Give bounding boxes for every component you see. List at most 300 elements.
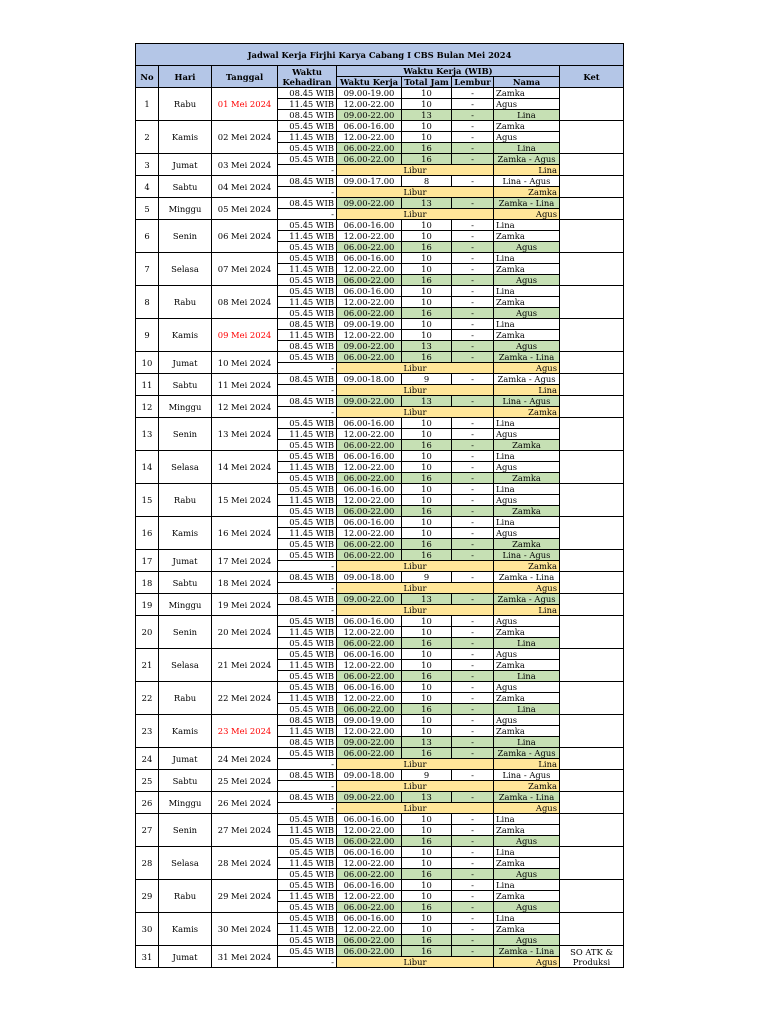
cell-waktu-kerja: 12.00-22.00 — [337, 660, 402, 671]
table-row — [136, 649, 624, 660]
table-row — [136, 121, 624, 132]
header-nama: Nama — [494, 77, 560, 88]
cell-nama: Lina — [494, 517, 560, 528]
cell-nama: Zamka — [494, 660, 560, 671]
cell-nama: Zamka — [494, 121, 560, 132]
table-row — [136, 594, 624, 605]
cell-waktu-kerja: 09.00-22.00 — [337, 110, 402, 121]
cell-nama: Zamka — [494, 440, 560, 451]
cell-nama: Zamka — [494, 781, 560, 792]
cell-total-jam: 10 — [402, 847, 452, 858]
cell-waktu-kerja: 09.00-22.00 — [337, 737, 402, 748]
cell-lembur: - — [452, 176, 494, 187]
cell-nama: Lina - Agus — [494, 770, 560, 781]
cell-nama: Lina — [494, 605, 560, 616]
cell-hari: Sabtu — [159, 572, 212, 594]
cell-ket — [560, 154, 624, 176]
cell-tanggal: 26 Mei 2024 — [212, 792, 278, 814]
cell-total-jam: 10 — [402, 858, 452, 869]
cell-no: 12 — [136, 396, 159, 418]
cell-nama: Zamka — [494, 187, 560, 198]
cell-waktu-kerja: 06.00-22.00 — [337, 143, 402, 154]
cell-lembur: - — [452, 924, 494, 935]
cell-waktu-kerja: 12.00-22.00 — [337, 495, 402, 506]
cell-lembur: - — [452, 110, 494, 121]
cell-ket — [560, 484, 624, 517]
cell-lembur: - — [452, 330, 494, 341]
cell-nama: Zamka — [494, 330, 560, 341]
cell-tanggal: 21 Mei 2024 — [212, 649, 278, 682]
header-tanggal: Tanggal — [212, 66, 278, 88]
cell-waktu-kehadiran: - — [278, 605, 337, 616]
header-lembur: Lembur — [452, 77, 494, 88]
cell-waktu-kehadiran: 05.45 WIB — [278, 539, 337, 550]
cell-waktu-kehadiran: 11.45 WIB — [278, 231, 337, 242]
cell-nama: Zamka — [494, 297, 560, 308]
cell-total-jam: 13 — [402, 198, 452, 209]
cell-nama: Lina — [494, 451, 560, 462]
table-row — [136, 616, 624, 627]
cell-nama: Zamka - Lina — [494, 792, 560, 803]
cell-nama: Lina — [494, 704, 560, 715]
cell-lembur: - — [452, 396, 494, 407]
cell-lembur: - — [452, 440, 494, 451]
cell-hari: Sabtu — [159, 374, 212, 396]
cell-nama: Agus — [494, 99, 560, 110]
cell-waktu-kehadiran: 05.45 WIB — [278, 550, 337, 561]
cell-total-jam: 16 — [402, 836, 452, 847]
cell-waktu-kerja: 06.00-16.00 — [337, 418, 402, 429]
cell-tanggal: 25 Mei 2024 — [212, 770, 278, 792]
cell-lembur: - — [452, 935, 494, 946]
cell-ket — [560, 770, 624, 792]
cell-waktu-kehadiran: 11.45 WIB — [278, 660, 337, 671]
cell-waktu-kehadiran: 05.45 WIB — [278, 242, 337, 253]
cell-no: 4 — [136, 176, 159, 198]
cell-ket — [560, 418, 624, 451]
table-row — [136, 374, 624, 385]
cell-waktu-kerja: 12.00-22.00 — [337, 264, 402, 275]
cell-waktu-kerja: 06.00-22.00 — [337, 946, 402, 957]
cell-tanggal: 08 Mei 2024 — [212, 286, 278, 319]
cell-waktu-kerja: 06.00-16.00 — [337, 649, 402, 660]
cell-nama: Agus — [494, 209, 560, 220]
cell-total-jam: 9 — [402, 770, 452, 781]
cell-lembur: - — [452, 220, 494, 231]
cell-lembur: - — [452, 627, 494, 638]
cell-waktu-kerja: 06.00-16.00 — [337, 517, 402, 528]
cell-waktu-kehadiran: 11.45 WIB — [278, 528, 337, 539]
cell-lembur: - — [452, 242, 494, 253]
cell-nama: Agus — [494, 616, 560, 627]
cell-nama: Lina — [494, 638, 560, 649]
cell-no: 22 — [136, 682, 159, 715]
cell-waktu-kehadiran: - — [278, 209, 337, 220]
cell-tanggal: 13 Mei 2024 — [212, 418, 278, 451]
cell-nama: Lina — [494, 880, 560, 891]
cell-lembur: - — [452, 308, 494, 319]
cell-nama: Agus — [494, 583, 560, 594]
cell-waktu-kehadiran: 08.45 WIB — [278, 572, 337, 583]
cell-waktu-kerja: 06.00-16.00 — [337, 880, 402, 891]
cell-waktu-kerja: 12.00-22.00 — [337, 330, 402, 341]
cell-tanggal: 02 Mei 2024 — [212, 121, 278, 154]
cell-waktu-kehadiran: 05.45 WIB — [278, 484, 337, 495]
cell-lembur: - — [452, 715, 494, 726]
cell-hari: Minggu — [159, 792, 212, 814]
cell-total-jam: 10 — [402, 264, 452, 275]
cell-nama: Agus — [494, 275, 560, 286]
cell-lembur: - — [452, 770, 494, 781]
cell-waktu-kehadiran: 05.45 WIB — [278, 473, 337, 484]
cell-lembur: - — [452, 814, 494, 825]
cell-total-jam: 10 — [402, 814, 452, 825]
cell-ket — [560, 847, 624, 880]
cell-nama: Lina — [494, 484, 560, 495]
cell-nama: Zamka — [494, 539, 560, 550]
cell-hari: Kamis — [159, 517, 212, 550]
cell-tanggal: 01 Mei 2024 — [212, 88, 278, 121]
cell-waktu-kehadiran: 05.45 WIB — [278, 913, 337, 924]
cell-total-jam: 16 — [402, 143, 452, 154]
cell-waktu-kehadiran: 05.45 WIB — [278, 308, 337, 319]
cell-tanggal: 06 Mei 2024 — [212, 220, 278, 253]
cell-lembur: - — [452, 946, 494, 957]
cell-total-jam: 10 — [402, 462, 452, 473]
cell-nama: Zamka — [494, 891, 560, 902]
cell-lembur: - — [452, 253, 494, 264]
cell-waktu-kehadiran: 08.45 WIB — [278, 198, 337, 209]
cell-lembur: - — [452, 880, 494, 891]
cell-waktu-kerja: 12.00-22.00 — [337, 231, 402, 242]
cell-lembur: - — [452, 693, 494, 704]
table-row — [136, 176, 624, 187]
header-waktu-kerja-group: Waktu Kerja (WIB) — [337, 66, 560, 77]
cell-lembur: - — [452, 319, 494, 330]
cell-waktu-kehadiran: 08.45 WIB — [278, 341, 337, 352]
table-row — [136, 253, 624, 264]
table-row — [136, 352, 624, 363]
cell-waktu-kehadiran: 05.45 WIB — [278, 440, 337, 451]
cell-waktu-kehadiran: 11.45 WIB — [278, 495, 337, 506]
cell-waktu-kerja: 06.00-22.00 — [337, 748, 402, 759]
cell-waktu-kehadiran: 05.45 WIB — [278, 880, 337, 891]
cell-waktu-kehadiran: - — [278, 583, 337, 594]
cell-waktu-kehadiran: - — [278, 803, 337, 814]
cell-waktu-kehadiran: 11.45 WIB — [278, 924, 337, 935]
cell-libur: Libur — [337, 803, 494, 814]
cell-waktu-kehadiran: 05.45 WIB — [278, 121, 337, 132]
cell-nama: Zamka — [494, 726, 560, 737]
cell-waktu-kerja: 06.00-22.00 — [337, 308, 402, 319]
cell-waktu-kehadiran: 08.45 WIB — [278, 594, 337, 605]
table-title: Jadwal Kerja Firjhi Karya Cabang I CBS Bulan Mei 2024 — [136, 44, 624, 66]
cell-total-jam: 16 — [402, 869, 452, 880]
cell-no: 2 — [136, 121, 159, 154]
cell-ket — [560, 286, 624, 319]
cell-ket — [560, 121, 624, 154]
cell-waktu-kehadiran: 05.45 WIB — [278, 220, 337, 231]
cell-lembur: - — [452, 231, 494, 242]
cell-ket: SO ATK & Produksi — [560, 946, 624, 968]
cell-waktu-kehadiran: - — [278, 561, 337, 572]
cell-lembur: - — [452, 858, 494, 869]
cell-waktu-kehadiran: 05.45 WIB — [278, 352, 337, 363]
cell-total-jam: 10 — [402, 231, 452, 242]
cell-waktu-kehadiran: 05.45 WIB — [278, 253, 337, 264]
cell-total-jam: 16 — [402, 704, 452, 715]
cell-ket — [560, 220, 624, 253]
cell-waktu-kehadiran: 11.45 WIB — [278, 858, 337, 869]
cell-ket — [560, 616, 624, 649]
cell-tanggal: 15 Mei 2024 — [212, 484, 278, 517]
cell-total-jam: 9 — [402, 572, 452, 583]
cell-hari: Rabu — [159, 88, 212, 121]
cell-total-jam: 10 — [402, 451, 452, 462]
cell-ket — [560, 198, 624, 220]
cell-lembur: - — [452, 594, 494, 605]
table-row — [136, 220, 624, 231]
cell-lembur: - — [452, 143, 494, 154]
cell-waktu-kerja: 06.00-16.00 — [337, 220, 402, 231]
cell-no: 3 — [136, 154, 159, 176]
cell-lembur: - — [452, 792, 494, 803]
cell-total-jam: 10 — [402, 693, 452, 704]
cell-tanggal: 17 Mei 2024 — [212, 550, 278, 572]
cell-waktu-kerja: 12.00-22.00 — [337, 429, 402, 440]
cell-waktu-kehadiran: 05.45 WIB — [278, 869, 337, 880]
cell-total-jam: 10 — [402, 660, 452, 671]
cell-tanggal: 20 Mei 2024 — [212, 616, 278, 649]
cell-total-jam: 10 — [402, 913, 452, 924]
cell-total-jam: 8 — [402, 176, 452, 187]
cell-hari: Senin — [159, 616, 212, 649]
cell-nama: Zamka — [494, 407, 560, 418]
cell-lembur: - — [452, 913, 494, 924]
cell-nama: Zamka - Agus — [494, 374, 560, 385]
cell-total-jam: 10 — [402, 99, 452, 110]
cell-waktu-kerja: 06.00-16.00 — [337, 814, 402, 825]
cell-waktu-kerja: 12.00-22.00 — [337, 693, 402, 704]
cell-waktu-kehadiran: 05.45 WIB — [278, 847, 337, 858]
cell-no: 27 — [136, 814, 159, 847]
cell-waktu-kehadiran: - — [278, 187, 337, 198]
table-row — [136, 770, 624, 781]
cell-waktu-kerja: 06.00-22.00 — [337, 638, 402, 649]
cell-hari: Jumat — [159, 550, 212, 572]
cell-total-jam: 13 — [402, 110, 452, 121]
header-waktu-kehadiran: Waktu Kehadiran — [278, 66, 337, 88]
cell-total-jam: 16 — [402, 539, 452, 550]
cell-waktu-kerja: 06.00-16.00 — [337, 451, 402, 462]
cell-nama: Agus — [494, 715, 560, 726]
cell-waktu-kehadiran: - — [278, 165, 337, 176]
cell-lembur: - — [452, 275, 494, 286]
cell-nama: Agus — [494, 132, 560, 143]
cell-ket — [560, 451, 624, 484]
cell-no: 6 — [136, 220, 159, 253]
cell-total-jam: 16 — [402, 352, 452, 363]
cell-nama: Lina — [494, 418, 560, 429]
cell-total-jam: 10 — [402, 825, 452, 836]
cell-ket — [560, 374, 624, 396]
cell-nama: Agus — [494, 682, 560, 693]
cell-waktu-kerja: 12.00-22.00 — [337, 627, 402, 638]
cell-no: 24 — [136, 748, 159, 770]
cell-total-jam: 16 — [402, 946, 452, 957]
cell-ket — [560, 572, 624, 594]
table-row — [136, 715, 624, 726]
cell-waktu-kehadiran: 05.45 WIB — [278, 935, 337, 946]
cell-ket — [560, 594, 624, 616]
cell-hari: Jumat — [159, 154, 212, 176]
cell-waktu-kehadiran: 05.45 WIB — [278, 286, 337, 297]
cell-waktu-kehadiran: 08.45 WIB — [278, 792, 337, 803]
cell-lembur: - — [452, 869, 494, 880]
cell-tanggal: 27 Mei 2024 — [212, 814, 278, 847]
cell-waktu-kerja: 12.00-22.00 — [337, 825, 402, 836]
cell-waktu-kerja: 09.00-22.00 — [337, 396, 402, 407]
cell-waktu-kerja: 09.00-18.00 — [337, 374, 402, 385]
table-row — [136, 154, 624, 165]
cell-nama: Lina — [494, 165, 560, 176]
cell-nama: Lina — [494, 814, 560, 825]
cell-total-jam: 16 — [402, 308, 452, 319]
table-row — [136, 484, 624, 495]
cell-waktu-kerja: 12.00-22.00 — [337, 528, 402, 539]
cell-tanggal: 16 Mei 2024 — [212, 517, 278, 550]
cell-waktu-kehadiran: 11.45 WIB — [278, 99, 337, 110]
cell-no: 13 — [136, 418, 159, 451]
cell-total-jam: 13 — [402, 792, 452, 803]
cell-waktu-kehadiran: 11.45 WIB — [278, 825, 337, 836]
cell-no: 19 — [136, 594, 159, 616]
cell-libur: Libur — [337, 187, 494, 198]
cell-total-jam: 10 — [402, 121, 452, 132]
header-total-jam: Total Jam — [402, 77, 452, 88]
cell-total-jam: 10 — [402, 297, 452, 308]
cell-hari: Rabu — [159, 880, 212, 913]
cell-nama: Agus — [494, 869, 560, 880]
cell-waktu-kerja: 09.00-19.00 — [337, 715, 402, 726]
cell-tanggal: 10 Mei 2024 — [212, 352, 278, 374]
cell-nama: Zamka - Agus — [494, 594, 560, 605]
cell-waktu-kerja: 06.00-22.00 — [337, 935, 402, 946]
cell-waktu-kehadiran: 08.45 WIB — [278, 770, 337, 781]
cell-no: 7 — [136, 253, 159, 286]
cell-nama: Lina — [494, 737, 560, 748]
cell-lembur: - — [452, 682, 494, 693]
cell-lembur: - — [452, 891, 494, 902]
cell-waktu-kerja: 06.00-16.00 — [337, 484, 402, 495]
cell-waktu-kerja: 06.00-16.00 — [337, 847, 402, 858]
cell-total-jam: 10 — [402, 726, 452, 737]
cell-nama: Zamka — [494, 561, 560, 572]
cell-tanggal: 28 Mei 2024 — [212, 847, 278, 880]
cell-nama: Agus — [494, 429, 560, 440]
cell-waktu-kerja: 06.00-22.00 — [337, 671, 402, 682]
cell-total-jam: 16 — [402, 275, 452, 286]
cell-total-jam: 10 — [402, 88, 452, 99]
cell-waktu-kehadiran: - — [278, 759, 337, 770]
cell-libur: Libur — [337, 561, 494, 572]
cell-nama: Zamka — [494, 693, 560, 704]
cell-ket — [560, 550, 624, 572]
cell-lembur: - — [452, 418, 494, 429]
cell-waktu-kerja: 09.00-22.00 — [337, 198, 402, 209]
cell-libur: Libur — [337, 363, 494, 374]
cell-total-jam: 10 — [402, 682, 452, 693]
cell-lembur: - — [452, 99, 494, 110]
cell-waktu-kerja: 06.00-22.00 — [337, 275, 402, 286]
cell-nama: Lina - Agus — [494, 176, 560, 187]
cell-tanggal: 04 Mei 2024 — [212, 176, 278, 198]
cell-waktu-kerja: 09.00-19.00 — [337, 88, 402, 99]
table-row — [136, 814, 624, 825]
cell-waktu-kerja: 06.00-22.00 — [337, 869, 402, 880]
cell-nama: Zamka — [494, 473, 560, 484]
cell-tanggal: 11 Mei 2024 — [212, 374, 278, 396]
cell-lembur: - — [452, 451, 494, 462]
cell-waktu-kehadiran: 11.45 WIB — [278, 132, 337, 143]
cell-nama: Zamka - Agus — [494, 154, 560, 165]
table-row — [136, 572, 624, 583]
cell-waktu-kehadiran: 08.45 WIB — [278, 88, 337, 99]
cell-total-jam: 13 — [402, 737, 452, 748]
cell-lembur: - — [452, 649, 494, 660]
cell-nama: Lina — [494, 913, 560, 924]
cell-total-jam: 16 — [402, 473, 452, 484]
cell-waktu-kerja: 09.00-22.00 — [337, 792, 402, 803]
cell-waktu-kerja: 06.00-22.00 — [337, 352, 402, 363]
cell-waktu-kerja: 09.00-19.00 — [337, 319, 402, 330]
cell-waktu-kerja: 06.00-22.00 — [337, 704, 402, 715]
cell-nama: Lina — [494, 143, 560, 154]
cell-lembur: - — [452, 902, 494, 913]
cell-waktu-kehadiran: 08.45 WIB — [278, 110, 337, 121]
cell-libur: Libur — [337, 385, 494, 396]
cell-waktu-kerja: 12.00-22.00 — [337, 891, 402, 902]
cell-waktu-kehadiran: 05.45 WIB — [278, 814, 337, 825]
table-row — [136, 946, 624, 957]
cell-nama: Lina — [494, 253, 560, 264]
cell-waktu-kehadiran: 05.45 WIB — [278, 946, 337, 957]
cell-total-jam: 10 — [402, 220, 452, 231]
cell-tanggal: 05 Mei 2024 — [212, 198, 278, 220]
cell-no: 14 — [136, 451, 159, 484]
cell-lembur: - — [452, 154, 494, 165]
cell-libur: Libur — [337, 957, 494, 968]
cell-nama: Agus — [494, 836, 560, 847]
cell-hari: Selasa — [159, 253, 212, 286]
cell-no: 8 — [136, 286, 159, 319]
cell-no: 10 — [136, 352, 159, 374]
header-ket: Ket — [560, 66, 624, 88]
cell-total-jam: 10 — [402, 484, 452, 495]
cell-nama: Zamka - Lina — [494, 352, 560, 363]
cell-waktu-kehadiran: - — [278, 957, 337, 968]
cell-total-jam: 16 — [402, 671, 452, 682]
cell-ket — [560, 913, 624, 946]
cell-nama: Zamka — [494, 627, 560, 638]
cell-waktu-kehadiran: 05.45 WIB — [278, 704, 337, 715]
table-row — [136, 198, 624, 209]
cell-libur: Libur — [337, 165, 494, 176]
cell-tanggal: 14 Mei 2024 — [212, 451, 278, 484]
cell-nama: Lina — [494, 385, 560, 396]
cell-waktu-kehadiran: 05.45 WIB — [278, 638, 337, 649]
cell-waktu-kehadiran: 11.45 WIB — [278, 627, 337, 638]
